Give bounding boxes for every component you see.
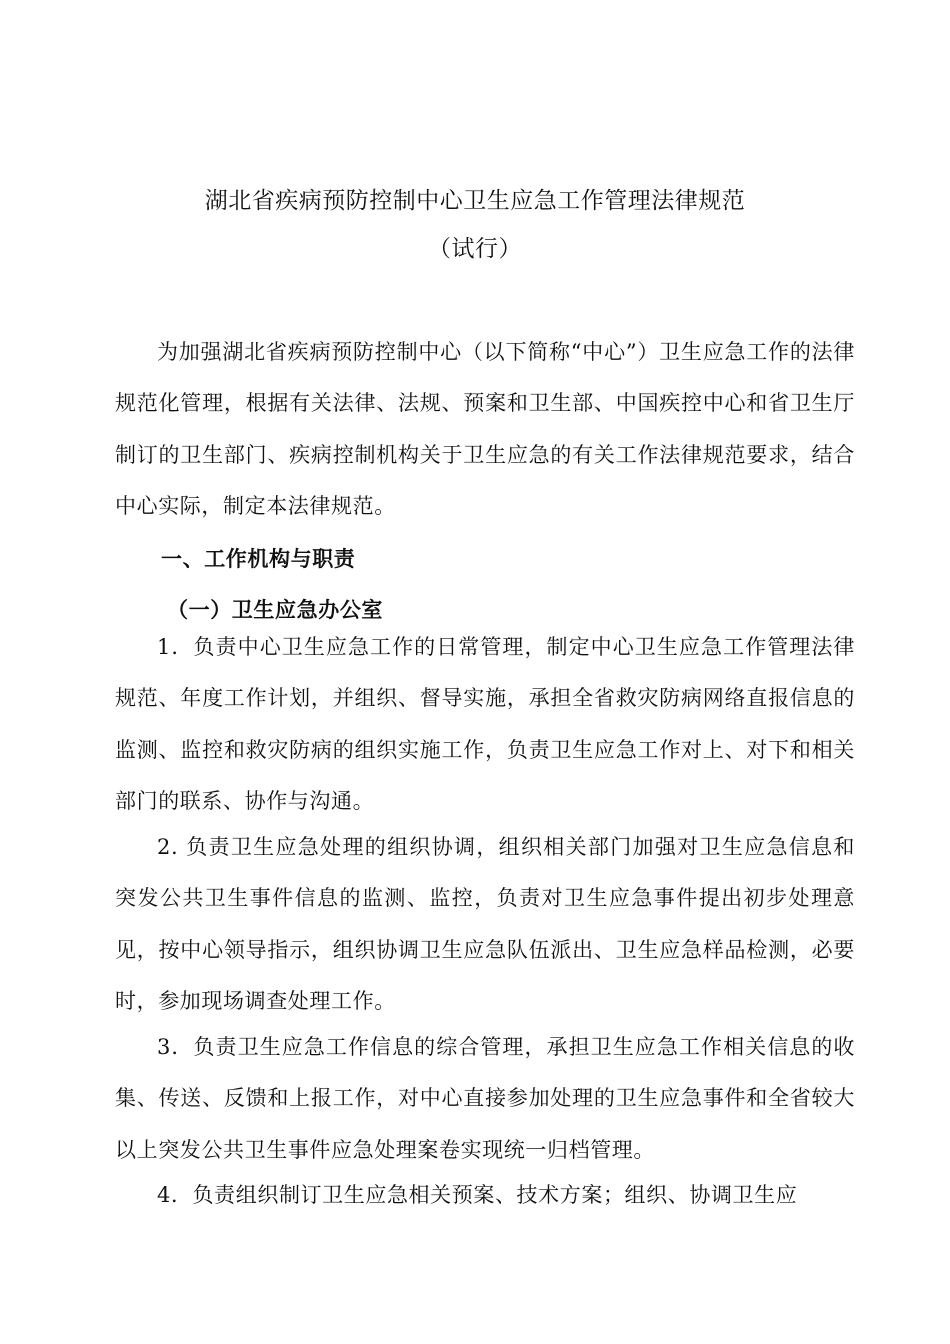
document-subtitle: （试行）: [428, 236, 522, 262]
section-heading: 一、工作机构与职责: [161, 546, 356, 571]
intro-paragraph: 为加强湖北省疾病预防控制中心（以下简称“中心”）卫生应急工作的法律规范化管理，根据有关法律、法规、预案和卫生部、中国疾控中心和省卫生厅制订的卫生部门、疾病控制机构关于卫生应急的有关工作法律规范要求，结合中心实际，制定本法律规范。: [115, 340, 855, 519]
list-item-2: 2. 负责卫生应急处理的组织协调，组织相关部门加强对卫生应急信息和突发公共卫生事件信息的监测、监控，负责对卫生应急事件提出初步处理意见，按中心领导指示，组织协调卫生应急队伍派出、卫生应急样品检测，必要时，参加现场调查处理工作。: [115, 835, 855, 1014]
document-title: 湖北省疾病预防控制中心卫生应急工作管理法律规范: [204, 188, 746, 214]
list-item-1: 1．负责中心卫生应急工作的日常管理，制定中心卫生应急工作管理法律规范、年度工作计划，并组织、督导实施，承担全省救灾防病网络直报信息的监测、监控和救灾防病的组织实施工作，负责卫生应急工作对上、对下和相关部门的联系、协作与沟通。: [115, 635, 855, 814]
item-1-block: [115, 622, 855, 828]
item-4-block: [115, 1170, 855, 1221]
item-2-block: [115, 822, 855, 1028]
section-heading-block: [115, 533, 855, 584]
item-3-block: [115, 1022, 855, 1176]
list-item-4: 4．负责组织制订卫生应急相关预案、技术方案；组织、协调卫生应: [157, 1183, 798, 1207]
subsection-heading: （一）卫生应急办公室: [167, 597, 383, 622]
list-item-3: 3．负责卫生应急工作信息的综合管理，承担卫生应急工作相关信息的收集、传送、反馈和上报工作，对中心直接参加处理的卫生应急事件和全省较大以上突发公共卫生事件应急处理案卷实现统一归档管理。: [115, 1035, 855, 1162]
intro-paragraph-block: [115, 327, 855, 533]
